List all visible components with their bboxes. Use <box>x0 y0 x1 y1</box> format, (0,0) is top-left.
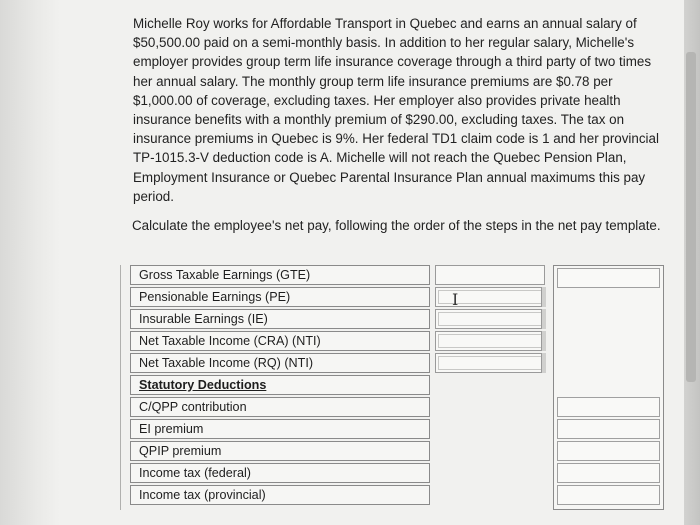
problem-line: Employment Insurance or Quebec Parental Insurance Plan annual maximums this pay <box>133 169 646 185</box>
row-net-taxable-income-rq: Net Taxable Income (RQ) (NTI) <box>130 353 430 373</box>
row-gross-taxable-earnings: Gross Taxable Earnings (GTE) <box>130 265 430 285</box>
row-pensionable-earnings: Pensionable Earnings (PE) <box>130 287 430 307</box>
left-edge-shadow <box>0 0 60 525</box>
problem-text <box>133 14 673 206</box>
provincial-tax-input[interactable] <box>557 485 660 505</box>
problem-line: TP-1015.3-V deduction code is A. Michelle will not reach the Quebec Pension Plan, <box>133 150 627 166</box>
nti-rq-input[interactable] <box>435 353 545 373</box>
ie-input[interactable] <box>435 309 545 329</box>
net-pay-template <box>130 265 664 510</box>
qpip-input[interactable] <box>557 441 660 461</box>
row-cqpp-contribution: C/QPP contribution <box>130 397 430 417</box>
row-net-taxable-income-cra: Net Taxable Income (CRA) (NTI) <box>130 331 430 351</box>
text-cursor-icon: I <box>452 290 459 309</box>
row-insurable-earnings: Insurable Earnings (IE) <box>130 309 430 329</box>
federal-tax-input[interactable] <box>557 463 660 483</box>
problem-line: period. <box>133 188 174 204</box>
problem-line: Michelle Roy works for Affordable Transport in Quebec and earns an annual salary of <box>133 16 637 31</box>
problem-line: $50,500.00 paid on a semi-monthly basis. In addition to her regular salary, Michelle's <box>133 35 635 51</box>
row-income-tax-federal: Income tax (federal) <box>130 463 430 483</box>
problem-line: insurance premiums in Quebec is 9%. Her federal TD1 claim code is 1 and her provincial <box>133 131 659 147</box>
problem-line: $1,000.00 of coverage, excluding taxes. Her employer also provides private health <box>133 92 621 108</box>
problem-line: her annual salary. The monthly group term life insurance premiums are $0.78 per <box>133 73 613 89</box>
ei-input[interactable] <box>557 419 660 439</box>
gte-input[interactable] <box>435 265 545 285</box>
cqpp-input[interactable] <box>557 397 660 417</box>
problem-line: insurance benefits with a monthly premium of $290.00, excluding taxes. The tax on <box>133 112 625 128</box>
section-statutory-deductions: Statutory Deductions <box>130 375 430 395</box>
question-prompt: Calculate the employee's net pay, following the order of the steps in the net pay template. <box>132 218 661 233</box>
scrollbar-thumb[interactable] <box>686 52 696 382</box>
gte-total-input[interactable] <box>557 268 660 288</box>
row-qpip-premium: QPIP premium <box>130 441 430 461</box>
row-ei-premium: EI premium <box>130 419 430 439</box>
problem-line: employer provides group term life insurance coverage through a third party of two times <box>133 54 652 70</box>
row-income-tax-provincial: Income tax (provincial) <box>130 485 430 505</box>
nti-cra-input[interactable] <box>435 331 545 351</box>
pe-marker <box>541 287 546 307</box>
template-left-border <box>120 265 121 510</box>
ie-marker <box>541 309 546 329</box>
scrollbar[interactable] <box>684 0 700 525</box>
nti-cra-marker <box>541 331 546 351</box>
nti-rq-marker <box>541 353 546 373</box>
